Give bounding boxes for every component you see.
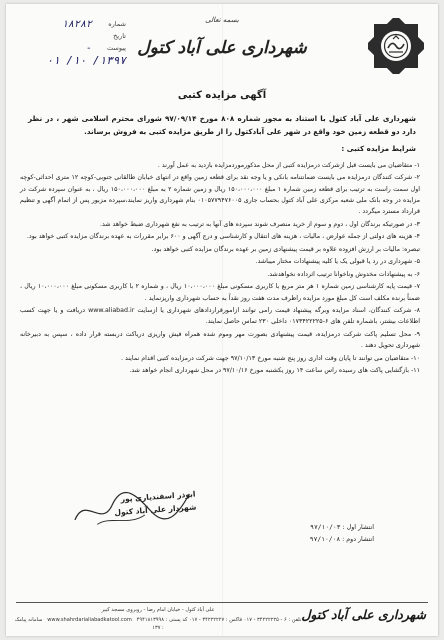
condition-note: تبصره: مالیات بر ارزش افزوده علاوه بر قیمت پیشنهادی زمین بر عهده برندگان مزایده کتبی خواهد بود. <box>151 245 420 253</box>
signatory-name: ابوذر اسفندیاری پور <box>120 489 196 504</box>
second-publication <box>310 534 374 546</box>
attachment-row <box>16 42 126 54</box>
number-row <box>16 18 126 30</box>
footer-address: علی آباد کتول - خیابان امام رضا - روبروی مسجد کبیر <box>101 607 215 613</box>
date-value: ۱۳۹۷/ ۱۰/ ۰۱ <box>46 53 126 67</box>
publication-dates <box>310 522 374 546</box>
handwritten-signature <box>65 482 198 535</box>
date-row <box>16 30 126 42</box>
condition-item: ۹- محل تسلیم پاکت شرکت درمزایده، قیمت پیشنهادی بصورت مهر وموم شده همراه فیش واریزی دریاکت دربسته قرار داده ، سپس به دبیرخانه شهرداری تحویل دهند . <box>20 330 420 350</box>
number-label: شماره <box>108 20 126 28</box>
footer-brand: شهرداری علی آباد کتول <box>301 607 426 622</box>
conditions-title: شرایط مزایده کتبی : <box>341 144 416 153</box>
organization-title: شهرداری علی آباد کتول <box>137 38 307 58</box>
basmala: بسمه تعالی <box>205 16 239 24</box>
condition-item: ۸- شرکت کنندگان، اسناد مزایده وبرگه پیشنهاد قیمت رامی توانند ازامورقراردادهای شهرداری یا ازسایت www.aliabad.ir دریافت و یا جهت کسب اطلاعات بیشتر، باشماره تلفن های ۶-۰۱۷۳۴۲۲۲۲۵ داخلی ۲۳۰ تماس حاصل نمایند. <box>20 307 420 326</box>
condition-item: ۱- متقاضیان می بایست قبل ازشرکت درمزایده کتبی از محل مذکورموردمزایده بازدید به عمل آورند . <box>157 162 420 169</box>
document-page <box>6 4 438 636</box>
first-publication-label: انتشار اول : <box>342 524 374 531</box>
signature-block <box>65 487 196 522</box>
condition-item: ۶- به پیشنهادات مخدوش وناخوانا ترتیب اثرداده نخواهدشد. <box>267 270 420 278</box>
second-publication-date: ۹۷/۱۰/۰۸ <box>309 536 341 543</box>
number-value: ۱۸۲۸۲ <box>61 18 92 30</box>
condition-item: ۷- قیمت پایه کارشناسی زمین شماره ۱ هر متر مربع با کاربری مسکونی مبلغ ۱۰،۰۰۰،۰۰۰ ریال ، و شماره ۲ با کاربری مسکونی مبلغ ۱۰،۰۰۰،۰۰۰ ریال ، ضمناً برنده مکلف است کل مبلغ مورد مزایده راظرف مدت هفت روز نقداً به حساب شهرداری وارپزنماید . <box>20 283 420 302</box>
footer-divider <box>16 602 428 603</box>
footer-sms: سامانه پیامک : ۱۳۷ <box>14 617 164 631</box>
footer-phones: تلفن : ۶ - ۳۴۲۲۲۲۲۵ - ۰۱۷ فاکس : ۳۴۲۲۲۲۲۷ - ۰۱۷ کد پستی : ۴۹۴۱۸۱۳۹۹۸ <box>136 617 302 623</box>
attachment-value: - <box>85 42 92 54</box>
conditions-list <box>20 160 420 378</box>
condition-item: ۴- هزینه های دولتی از جمله عوارض ، مالیات ، هزینه های انتقال و کارشناسی و درج آگهی و ۶۰۰ برابر مقررات به عهده برندگان مزایده کتبی خواهد بود. <box>26 233 420 241</box>
condition-item: ۵- شهرداری در رد یا قبولی یک یا کلیه پیشنهادات مختار میباشد. <box>255 258 420 266</box>
second-publication-label: انتشار دوم : <box>342 536 374 543</box>
first-publication <box>310 522 374 534</box>
municipality-emblem-icon <box>368 18 424 74</box>
date-label: تاریخ <box>113 32 126 40</box>
condition-item: ۱۰- متقاضیان می توانند تا پایان وقت اداری روز پنج شنبه مورخ ۹۷/۱۰/۱۳ جهت شرکت درمزایده کتبی اقدام نمایند . <box>120 354 420 362</box>
notice-title: آگهی مزایده کتبی <box>177 90 267 101</box>
condition-item: ۳- در صورتیکه برندگان اول ، دوم و سوم از خرید منصرف شوند سپرده های آنها به ترتیب به نفع شهرداری ضبط خواهد شد. <box>99 220 420 228</box>
first-publication-date: ۹۷/۱۰/۰۳ <box>310 524 341 531</box>
letter-meta <box>16 18 126 66</box>
footer-contact <box>14 606 302 614</box>
condition-item: ۱۱- بازگشایی پاکت های رسیده راس ساعت ۱۴ روز یکشنبه مورخ ۹۷/۱۰/۱۶ در محل شهرداری انجام خواهد شد. <box>129 367 420 375</box>
attachment-label: پیوست <box>107 44 126 52</box>
signatory-title: شهردار علی آباد کتول <box>114 502 197 518</box>
intro-paragraph: شهرداری علی آباد کتول با استناد به مجوز شماره ۸۰۸ مورخ ۹۷/۰۹/۱۴ شورای محترم اسلامی شهر ، در نظر دارد دو قطعه زمین خود واقع در شهر علی آبادکتول را از طریق مزایده کتبی به فروش برساند. <box>28 114 416 136</box>
date-value-row <box>16 54 126 66</box>
footer-website-link[interactable]: www.shahrdarialiabadkatool.com <box>47 617 132 623</box>
footer-contact-2 <box>14 616 302 632</box>
condition-item: ۲- شرکت کنندگان درمزایده می بایست ضمانتنامه بانکی و یا وجه نقد برای قطعه زمین واقع در انتهای خیابان طالقانی جنوبی-کوچه ۱۲ متری احداثی-کوچه اول سمت راست به ترتیب برای قطعه زمین شماره ۱ مبلغ ۱۵۰،۰۰۰،۰۰۰ ریال و زمین شماره ۲ به مبلغ ۱۵۰،۰۰۰،۰۰۰ ریال ، به عنوان سپرده شرکت در مزایده در وجه بانک ملی شعبه مرکزی علی آباد کتول بحساب جاری ۰۱۰۵۷۷۹۴۷۶۰۰۵ بنام شهرداری واریز نمایند،سپرده مزبور پس از اتمام آگهی و تنظیم قرارداد مسترد میگردد . <box>20 174 420 216</box>
